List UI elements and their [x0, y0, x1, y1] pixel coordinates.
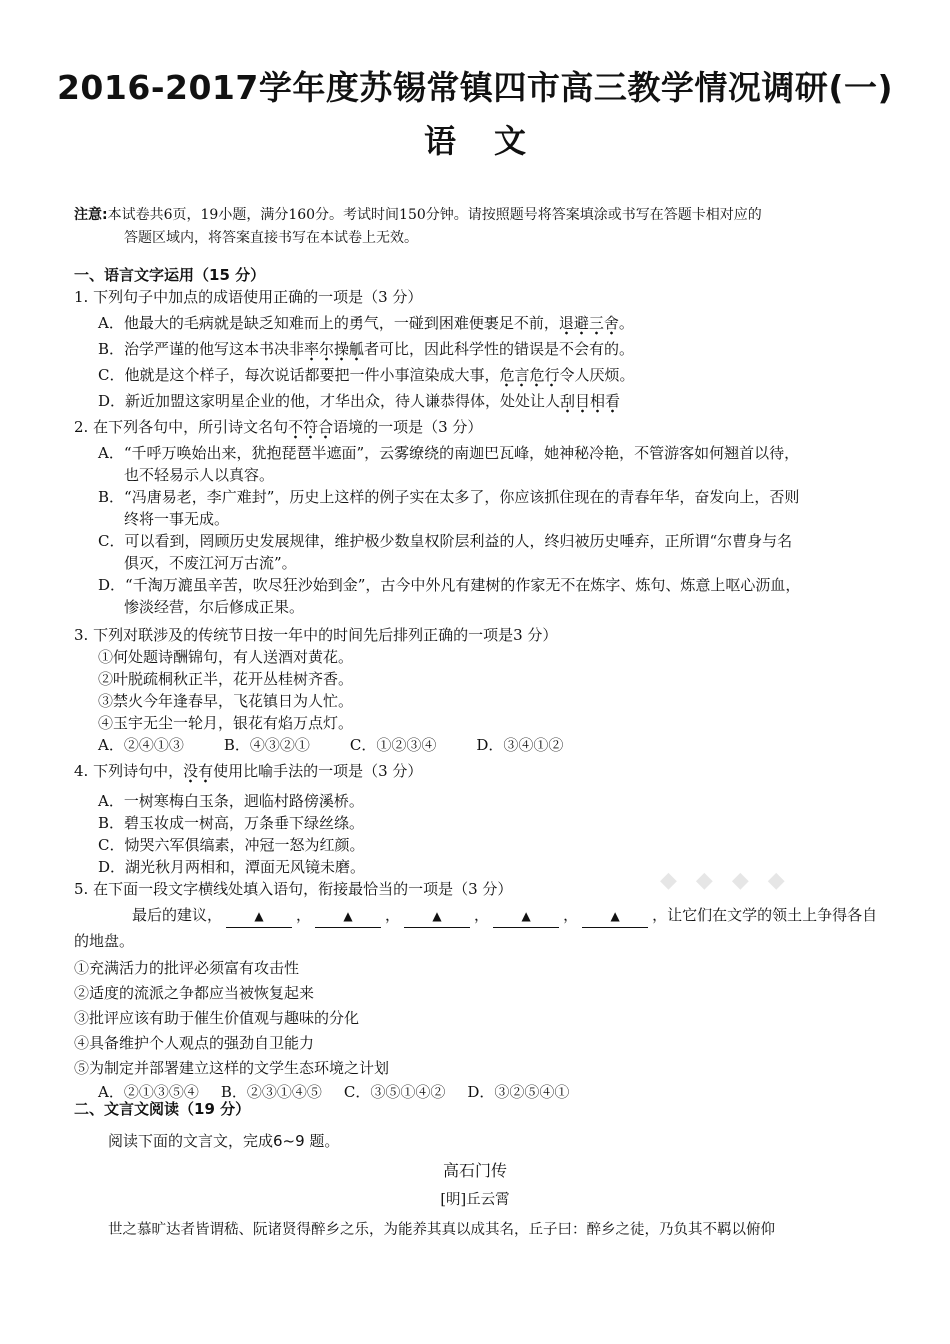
- question-3-stem: 3. 下列对联涉及的传统节日按一年中的时间先后排列正确的一项是3 分）: [74, 626, 558, 644]
- notice-line-1: 本试卷共6页，19小题，满分160分。考试时间150分钟。请按照题号将答案填涂或书写在答题卡相对应的: [107, 207, 762, 223]
- question-1-stem: 1. 下列句子中加点的成语使用正确的一项是（3 分）: [74, 288, 423, 306]
- choice-b: B．②③①④⑤: [220, 1083, 322, 1101]
- question-4-option-a: A．一树寒梅白玉条，迥临村路傍溪桥。: [98, 792, 364, 810]
- question-1: [74, 286, 894, 412]
- question-1-option-c: C．他就是这个样子，每次说话都要把一件小事渲染成大事，危言危行令人厌烦。: [74, 364, 894, 386]
- dotted-idiom: 率尔操觚: [304, 340, 364, 362]
- choice-a: A．②①③⑤④: [98, 1083, 199, 1101]
- couplet-4: ④玉宇无尘一轮月，银花有焰万点灯。: [98, 714, 354, 732]
- question-2-option-b: B．“冯唐易老，李广难封”，历史上这样的例子实在太多了，你应该抓住现在的青春年华，奋发向上，否则 终将一事无成。: [98, 488, 800, 528]
- choice-c: C．①②③④: [349, 736, 437, 754]
- couplet-1: ①何处题诗酬锦句，有人送酒对黄花。: [98, 648, 354, 666]
- item-4: ④具备维护个人观点的强劲自卫能力: [74, 1034, 315, 1052]
- question-2-option-c: C．可以看到，罔顾历史发展规律，维护极少数皇权阶层利益的人，终归被历史唾弃，正所谓“尔曹身与名 俱灭，不废江河万古流”。: [98, 532, 793, 572]
- passage-first-line: 世之慕旷达者皆谓嵇、阮诸贤得醉乡之乐，为能养其真以成其名，丘子曰：醉乡之徒，乃负其不羁以俯仰: [108, 1222, 775, 1238]
- item-1: ①充满活力的批评必须富有攻击性: [74, 959, 300, 977]
- question-1-option-b: B．治学严谨的他写这本书决非率尔操觚者可比，因此科学性的错误是不会有的。: [74, 338, 894, 360]
- notice-block: [74, 204, 896, 250]
- exam-title: 2016-2017学年度苏锡常镇四市高三教学情况调研(一): [56, 68, 894, 107]
- question-3-choices: [74, 734, 894, 756]
- dotted-keyword: 没有: [183, 762, 213, 784]
- choice-a: A．②④①③: [98, 736, 184, 754]
- question-4: [74, 760, 894, 878]
- question-5-passage-end: 的地盘。: [74, 932, 135, 950]
- question-4-stem: 4. 下列诗句中，没有使用比喻手法的一项是（3 分）: [74, 760, 894, 782]
- question-1-option-a: A．他最大的毛病就是缺乏知难而上的勇气，一碰到困难便裹足不前，退避三舍。: [74, 312, 894, 334]
- answer-blank[interactable]: ▲: [404, 905, 470, 928]
- question-5-passage: 最后的建议， ▲ ， ▲ ， ▲ ， ▲ ， ▲ ，让它们在文学的领土上争得各自: [74, 904, 894, 928]
- question-4-option-c: C．恸哭六军俱缟素，冲冠一怒为红颜。: [98, 836, 365, 854]
- dotted-idiom: 刮目相看: [560, 392, 620, 414]
- answer-blank[interactable]: ▲: [493, 905, 559, 928]
- dotted-keyword: 不符合: [288, 418, 333, 440]
- dotted-idiom: 危言危行: [499, 366, 559, 388]
- passage-author: [明]丘云霄: [440, 1192, 510, 1208]
- notice-line-2: 答题区域内，将答案直接书写在本试卷上无效。: [124, 230, 418, 246]
- choice-d: D．③②⑤④①: [467, 1083, 570, 1101]
- choice-d: D．③④①②: [476, 736, 564, 754]
- subject-title: 语文: [423, 122, 564, 160]
- question-4-option-d: D．湖光秋月两相和，潭面无风镜未磨。: [98, 858, 366, 876]
- question-5: [74, 878, 894, 1103]
- couplet-2: ②叶脱疏桐秋正半，花开丛桂树齐香。: [98, 670, 354, 688]
- choice-b: B．④③②①: [223, 736, 310, 754]
- question-5-items: [74, 956, 894, 1081]
- question-2: [74, 416, 894, 618]
- passage-title: 高石门传: [442, 1161, 507, 1180]
- section-2-title: 二、文言文阅读（19 分）: [74, 1100, 251, 1118]
- couplet-3: ③禁火今年逢春早，飞花镇日为人忙。: [98, 692, 354, 710]
- notice-label: 注意:: [74, 207, 108, 223]
- answer-blank[interactable]: ▲: [582, 905, 648, 928]
- question-2-stem: 2. 在下列各句中，所引诗文名句不符合语境的一项是（3 分）: [74, 416, 894, 438]
- section-1-title: 一、语言文字运用（15 分）: [74, 266, 266, 284]
- item-2: ②适度的流派之争都应当被恢复起来: [74, 984, 315, 1002]
- question-2-option-a: A．“千呼万唤始出来，犹抱琵琶半遮面”，云雾缭绕的南迦巴瓦峰，她神秘冷艳，不管游客如何翘首以待， 也不轻易示人以真容。: [98, 444, 800, 484]
- question-4-option-b: B．碧玉妆成一树高，万条垂下绿丝绦。: [98, 814, 365, 832]
- dotted-idiom: 退避三舍: [559, 314, 619, 336]
- item-3: ③批评应该有助于催生价值观与趣味的分化: [74, 1009, 360, 1027]
- item-5: ⑤为制定并部署建立这样的文学生态环境之计划: [74, 1059, 390, 1077]
- question-5-stem: 5. 在下面一段文字横线处填入语句，衔接最恰当的一项是（3 分）: [74, 880, 513, 898]
- question-3: [74, 624, 894, 756]
- choice-c: C．③⑤①④②: [343, 1083, 446, 1101]
- answer-blank[interactable]: ▲: [315, 905, 381, 928]
- question-2-option-d: D．“千淘万漉虽辛苦，吹尽狂沙始到金”，古今中外凡有建树的作家无不在炼字、炼句、炼意上呕心沥血， 惨淡经营，尔后修成正果。: [98, 576, 801, 616]
- faint-watermark: ◆ ◆ ◆ ◆: [660, 868, 791, 893]
- question-1-option-d: D．新近加盟这家明星企业的他，才华出众，待人谦恭得体，处处让人刮目相看: [74, 390, 894, 412]
- reading-instruction: 阅读下面的文言文，完成6~9 题。: [108, 1132, 340, 1150]
- answer-blank[interactable]: ▲: [226, 905, 292, 928]
